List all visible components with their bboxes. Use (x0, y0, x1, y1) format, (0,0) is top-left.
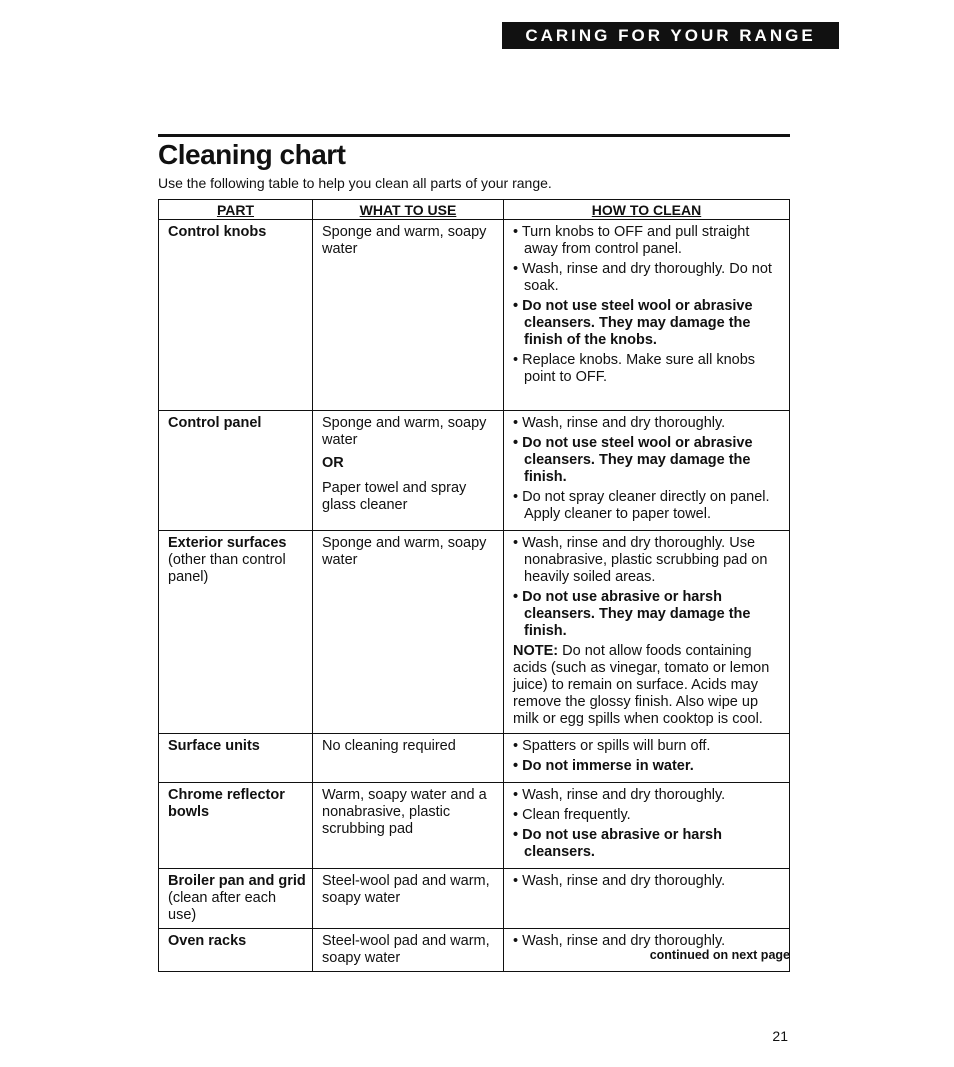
part-heading (168, 873, 306, 924)
how-to-clean-cell (504, 869, 790, 929)
part-name: Surface units (168, 738, 260, 754)
table-header-row (159, 200, 790, 220)
what-to-use-cell (313, 783, 504, 869)
what-to-use-cell (313, 220, 504, 411)
table-row (159, 734, 790, 783)
what-to-use-cell (313, 869, 504, 929)
part-note: (other than control panel) (168, 552, 286, 585)
or-separator: OR (322, 455, 344, 471)
table-row (159, 411, 790, 531)
note-text (513, 643, 786, 728)
use-text: No cleaning required (322, 738, 456, 754)
table-row (159, 220, 790, 411)
how-to-clean-cell (504, 531, 790, 734)
title-rule (158, 134, 790, 137)
use-text: Sponge and warm, soapy water (322, 224, 487, 257)
warning-bullet: • Do not use abrasive or harsh cleansers. They may damage the finish. (513, 589, 751, 639)
part-note: (clean after each use) (168, 890, 277, 923)
note-label: NOTE: (513, 643, 559, 659)
cleaning-chart-table (158, 199, 790, 972)
part-cell (159, 869, 313, 929)
how-to-clean-cell (504, 220, 790, 411)
part-name: Control knobs (168, 224, 267, 240)
warning-bullet: • Do not use steel wool or abrasive cleansers. They may damage the finish of the knobs. (513, 298, 753, 348)
instruction-bullet: • Wash, rinse and dry thoroughly. Use nonabrasive, plastic scrubbing pad on heavily soiled areas. (513, 535, 768, 585)
page-number: 21 (772, 1028, 788, 1044)
use-text: Steel-wool pad and warm, soapy water (322, 933, 490, 966)
how-to-clean-cell (504, 734, 790, 783)
part-name: Exterior surfaces (168, 535, 287, 551)
part-name: Oven racks (168, 933, 247, 949)
part-name: Broiler pan and grid (168, 873, 306, 889)
what-to-use-cell (313, 531, 504, 734)
part-cell (159, 783, 313, 869)
table-row (159, 869, 790, 929)
use-text: Sponge and warm, soapy water (322, 535, 487, 568)
part-cell (159, 929, 313, 972)
warning-bullet: • Do not immerse in water. (513, 758, 694, 774)
part-cell (159, 531, 313, 734)
instruction-bullet: • Wash, rinse and dry thoroughly. (513, 873, 726, 889)
instruction-bullet: • Clean frequently. (513, 807, 631, 823)
what-to-use-cell (313, 411, 504, 531)
part-cell (159, 734, 313, 783)
instruction-bullet: • Do not spray cleaner directly on panel. Apply cleaner to paper towel. (513, 489, 770, 522)
column-header-what-to-use: WHAT TO USE (313, 200, 504, 220)
continued-note: continued on next page (649, 948, 790, 962)
note-body: Do not allow foods containing acids (such as vinegar, tomato or lemon juice) to remain on surface. Acids may remove the glossy finish. Also wipe up milk or egg spills when cooktop is cool. (513, 643, 770, 727)
warning-bullet: • Do not use abrasive or harsh cleansers. (513, 827, 722, 860)
what-to-use-cell (313, 929, 504, 972)
instruction-bullet: • Wash, rinse and dry thoroughly. Do not soak. (513, 261, 772, 294)
section-banner: CARING FOR YOUR RANGE (502, 22, 839, 49)
column-header-how-to-clean: HOW TO CLEAN (504, 200, 790, 220)
what-to-use-cell (313, 734, 504, 783)
intro-text: Use the following table to help you clean all parts of your range. (158, 175, 552, 191)
use-text: Sponge and warm, soapy water (322, 415, 487, 448)
part-cell (159, 411, 313, 531)
warning-bullet: • Do not use steel wool or abrasive cleansers. They may damage the finish. (513, 435, 753, 485)
table-row (159, 783, 790, 869)
part-cell (159, 220, 313, 411)
instruction-bullet: • Replace knobs. Make sure all knobs point to OFF. (513, 352, 756, 385)
how-to-clean-cell (504, 411, 790, 531)
table-row (159, 531, 790, 734)
column-header-part: PART (159, 200, 313, 220)
part-name: Control panel (168, 415, 262, 431)
instruction-bullet: • Wash, rinse and dry thoroughly. (513, 415, 726, 431)
instruction-bullet: • Wash, rinse and dry thoroughly. (513, 933, 726, 949)
use-text: Steel-wool pad and warm, soapy water (322, 873, 490, 906)
instruction-bullet: • Spatters or spills will burn off. (513, 738, 711, 754)
instruction-bullet: • Turn knobs to OFF and pull straight away from control panel. (513, 224, 750, 257)
use-text: Paper towel and spray glass cleaner (322, 480, 467, 513)
how-to-clean-cell (504, 783, 790, 869)
instruction-bullet: • Wash, rinse and dry thoroughly. (513, 787, 726, 803)
part-name: Chrome reflector bowls (168, 787, 285, 820)
use-text: Warm, soapy water and a nonabrasive, plastic scrubbing pad (322, 787, 487, 837)
page-title: Cleaning chart (158, 139, 346, 170)
